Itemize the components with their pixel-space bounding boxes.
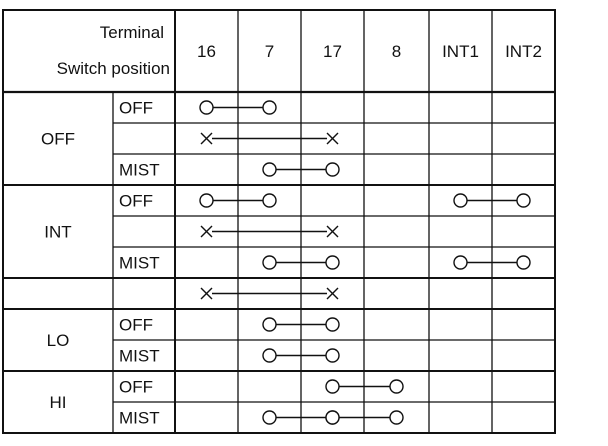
row-sublabel: OFF xyxy=(119,315,153,335)
circle-marker xyxy=(200,101,213,114)
circle-marker xyxy=(326,380,339,393)
row-sublabel: MIST xyxy=(119,346,160,366)
terminal-header-int1: INT1 xyxy=(442,42,479,61)
circle-marker xyxy=(326,349,339,362)
group-label: INT xyxy=(44,222,72,242)
terminal-connections xyxy=(200,101,530,424)
row-sublabel: OFF xyxy=(119,191,153,211)
terminal-header-7: 7 xyxy=(264,42,275,61)
circle-marker xyxy=(454,194,467,207)
switch-position-header-label: Switch position xyxy=(56,59,170,78)
circle-marker xyxy=(326,163,339,176)
circle-marker xyxy=(517,194,530,207)
circle-marker xyxy=(263,349,276,362)
terminal-header-16: 16 xyxy=(197,42,216,61)
circle-marker xyxy=(263,318,276,331)
circle-marker xyxy=(263,163,276,176)
terminal-header-17: 17 xyxy=(323,42,342,61)
circle-marker xyxy=(326,256,339,269)
circle-marker xyxy=(326,411,339,424)
row-sublabel: MIST xyxy=(119,160,160,180)
circle-marker xyxy=(263,411,276,424)
circle-marker xyxy=(390,380,403,393)
circle-marker xyxy=(263,101,276,114)
circle-marker xyxy=(517,256,530,269)
terminal-header-label: Terminal xyxy=(99,23,164,42)
row-sublabel: MIST xyxy=(119,253,160,273)
row-sublabel: OFF xyxy=(119,98,153,118)
circle-marker xyxy=(454,256,467,269)
row-sublabel: OFF xyxy=(119,377,153,397)
terminal-header-8: 8 xyxy=(391,42,402,61)
group-label: HI xyxy=(49,393,67,412)
row-labels xyxy=(41,99,160,428)
connection-16-17 xyxy=(201,133,338,144)
terminal-header-int2: INT2 xyxy=(505,42,542,61)
table-header xyxy=(57,23,542,78)
row-sublabel: MIST xyxy=(119,408,160,428)
circle-marker xyxy=(390,411,403,424)
circle-marker xyxy=(326,318,339,331)
group-label: OFF xyxy=(41,129,75,149)
circle-marker xyxy=(263,256,276,269)
circle-marker xyxy=(200,194,213,207)
group-label: LO xyxy=(46,331,70,350)
connection-16-17 xyxy=(201,288,338,299)
circle-marker xyxy=(263,194,276,207)
connection-16-17 xyxy=(201,226,338,237)
